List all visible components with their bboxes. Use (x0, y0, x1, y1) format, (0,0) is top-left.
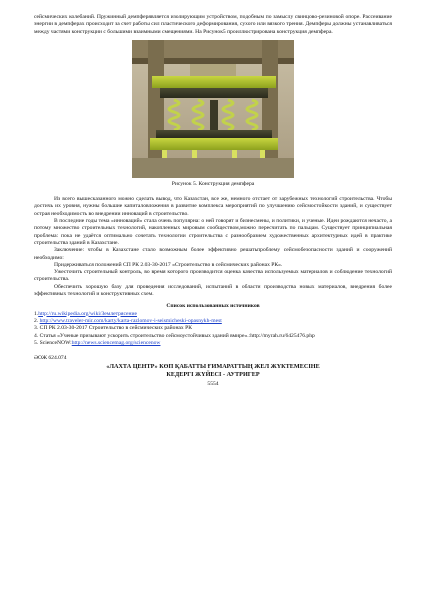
body-paragraph: В последние годы тема «инноваций» стала очень популярна: о ней говорят и бизнесмены, и политики, и ученые. Идеи рождаются нечасто, а потому множество строительных технологий, накопленных мировым сообществом,можно пересчитать по пальцам. Существует принципиальная проблема: пока не удаётся оптимально сочетать технологии строительства с разнообразием художественных архитектурных идей в практике строительства зданий в Казахстане. (34, 218, 392, 246)
body-paragraph: Обеспечить хорошую базу для проведения исследований, испытаний в области производства новых материалов, внедрения более эффективных технологий и конструктивных схем. (34, 283, 392, 298)
body-paragraph: Заключение: чтобы в Казахстане стало возможным более эффективно решатьпроблему сейсмобезопасности зданий и сооружений необходимо: (34, 247, 392, 261)
body-paragraph: Придерживаться положений СП РК 2.03-30-2017 «Строительство в сейсмических районах РК». (54, 261, 283, 268)
intro-paragraph: сейсмических колебаний. Пружинный демпферявляется изолирующим устройством, подобным по замыслу свинцово-резиновой опоре. Рассеивание энергии в демпферах происходит за счет работы сил пластического деформирования, сухого или вязкого трения. Демпферы должны устанавливаться между частями конструкции с большими взаимными смещениями. На Рисунок5 проиллюстрирована конструкция демпфера. (34, 14, 392, 35)
body-paragraph: Ужесточить строительный контроль, во время которого производится оценка качества используемых материалов и соблюдение технологий строительства. (34, 269, 392, 283)
next-article-title: «ЛАХТА ЦЕНТР» КӨП ҚАБАТТЫ ҒИМАРАТТЫҢ ЖЕЛ ЖҮКТЕМЕСІНЕ КЕДЕРГІ ЖҮЙЕСІ - АУТРИГЕР (106, 363, 320, 379)
figure-caption: Рисунок 5. Конструкция демпфера (171, 180, 255, 187)
reference-item: 3. СП РК 2.03-30-2017 Строительство в сейсмических районах РК (34, 325, 192, 332)
reference-item: 5. ScienceNOW:http://news.sciencemag.org/sciencenow (34, 339, 161, 346)
reference-item: 2. http://www.traveler-mir.com/karty/karta-razlomov-i-seismicheski-opasnykh-mest (34, 317, 222, 324)
body-paragraph: Из всего вышесказанного можно сделать вывод, что Казахстан, все же, немного отстает от зарубежных технологий строительства. Чтобы достичь их уровня, нужны большие капиталовложения в развитие комплекса мероприятий по улучшению сейсмостойкости зданий, и существует острая необходимость во внедрении инноваций в строительство. (34, 196, 392, 217)
reference-link[interactable]: http://ru.wikipedia.org/wiki/Землетрясение (38, 310, 137, 317)
reference-link[interactable]: http://www.traveler-mir.com/karty/karta-razlomov-i-seismicheski-opasnykh-mest (39, 317, 222, 324)
page-number: 5554 (207, 380, 219, 387)
reference-item: 1.http://ru.wikipedia.org/wiki/Землетрясение (34, 310, 137, 317)
references-title: Список использованных источников (166, 303, 260, 310)
reference-item: 4. Статья «Ученые призывают ускорить строительство сейсмоустойчивых зданий вмире».:http://myrah.ru/6425476.php (34, 332, 315, 339)
udk-code: ӘОЖ 624.074 (34, 355, 67, 362)
damper-photo (132, 40, 294, 178)
reference-link[interactable]: http://news.sciencemag.org/sciencenow (71, 339, 161, 346)
